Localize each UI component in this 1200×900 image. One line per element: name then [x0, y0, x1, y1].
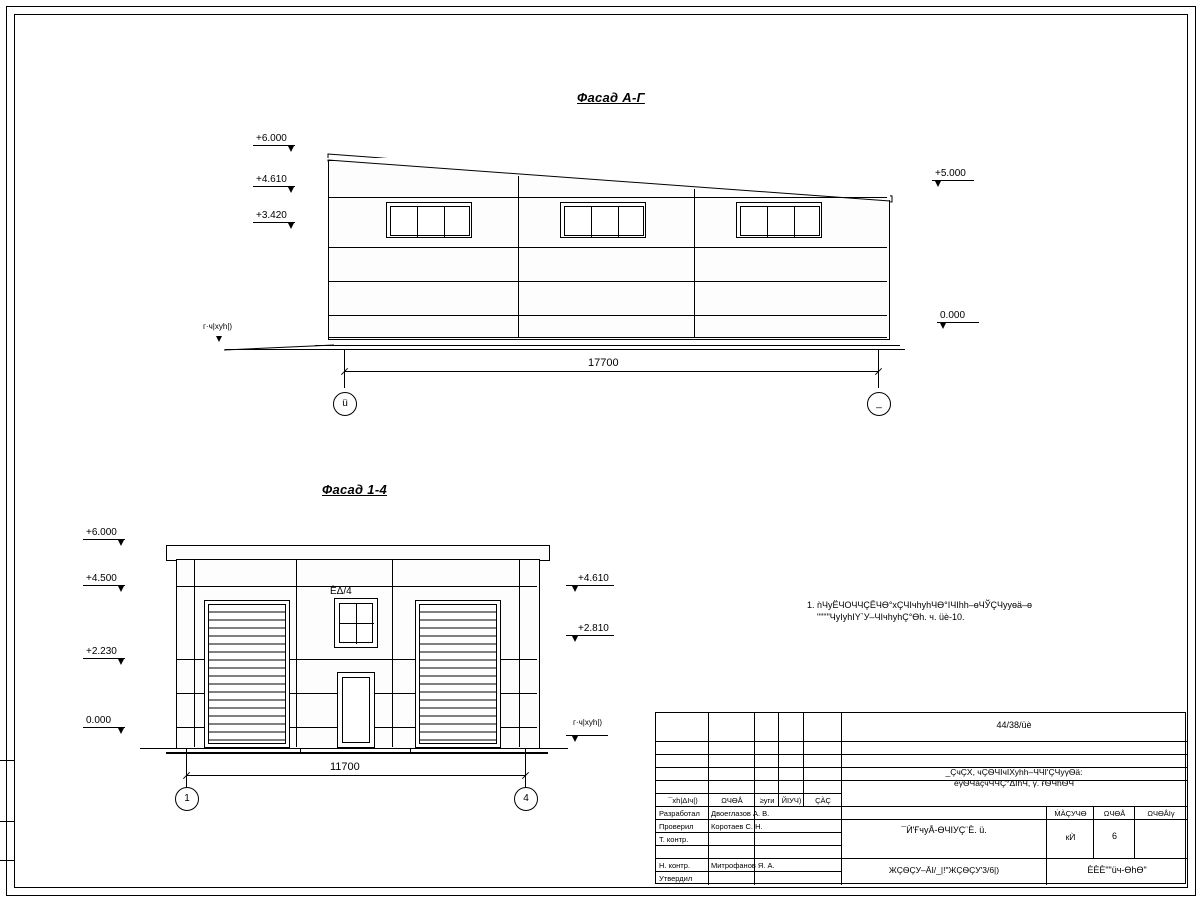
side-axis-4: 4 [514, 787, 538, 811]
tb-name-1: Коротаев С. Н. [711, 822, 763, 831]
side-ground-line [140, 748, 568, 749]
front-window-1 [386, 202, 472, 238]
front-window-2 [560, 202, 646, 238]
front-window-3 [736, 202, 822, 238]
side-base-line [166, 752, 548, 754]
title-block [655, 712, 1186, 884]
tb-vline-8 [1093, 806, 1094, 858]
front-joint-2 [694, 189, 695, 338]
side-joint-3 [296, 559, 297, 747]
front-elevation-title: Фасад А-Г [577, 90, 645, 105]
tb-role-4: Н. контр. [659, 861, 690, 870]
side-level-2230: +2.230 [86, 646, 117, 657]
tb-vline-1 [708, 713, 709, 885]
front-ground-arrow [216, 336, 222, 342]
side-level-4500: +4.500 [86, 573, 117, 584]
side-ground-arrow [572, 736, 578, 742]
tb-col-header-2: ≥уги [759, 796, 775, 805]
side-ext-line-left [186, 754, 187, 790]
tb-role-5: Утвердил [659, 874, 693, 883]
tb-col-header-4: ÇÀÇ [815, 796, 831, 805]
side-level-4610: +4.610 [578, 573, 609, 584]
front-level-6000-arrow [288, 146, 294, 152]
side-level-2810-arrow [572, 636, 578, 642]
front-window-3-glass [740, 206, 820, 236]
side-center-window-glass [339, 603, 373, 643]
front-dim-value: 17700 [588, 357, 619, 369]
tb-hline-2 [656, 754, 1187, 755]
front-joint-1 [518, 176, 519, 338]
side-level-2230-arrow [118, 659, 124, 665]
side-ext-line-right [525, 754, 526, 790]
tb-company: ÈÈÈ""üч-ѲһѲ" [1087, 865, 1147, 875]
side-center-door [337, 672, 375, 748]
side-elevation-title: Фасад 1-4 [322, 482, 387, 497]
tb-hline-6 [656, 806, 1187, 807]
tb-hline-5 [656, 793, 841, 794]
side-axis-1: 1 [175, 787, 199, 811]
tb-stage-value: кЍ [1065, 832, 1076, 842]
tb-hline-8 [656, 832, 841, 833]
front-level-4610-arrow [288, 187, 294, 193]
side-joint-4 [392, 559, 393, 747]
tb-name-4: Митрофанов Я. А. [711, 861, 775, 870]
tb-stage-header-0: ṀÀÇУЧѲ [1054, 809, 1087, 818]
tb-role-0: Разработал [659, 809, 700, 818]
front-window-2-mullion-1 [591, 207, 592, 237]
front-band-1 [329, 197, 887, 198]
side-level-4500-arrow [118, 586, 124, 592]
side-gate-right [415, 600, 501, 748]
front-band-4 [329, 315, 887, 316]
side-gate-left [204, 600, 290, 748]
tb-col-header-1: ΩЧѲÅ [721, 796, 743, 805]
front-window-3-mullion-2 [794, 207, 795, 237]
tb-bottom-title: ЖÇѲÇУ–ᾹI/_|!"ЖÇѲÇУ'3/6|) [888, 865, 1000, 875]
side-level-6000-arrow [118, 540, 124, 546]
tb-object-line-1: _ÇчÇХ, чÇѲЧІчІХуһһ–ЧЧІ'ÇЧуγѲä: [945, 767, 1083, 777]
side-level-6000: +6.000 [86, 527, 117, 538]
side-center-window-mullion-v [356, 604, 357, 644]
tb-vline-9 [1134, 806, 1135, 858]
left-margin-stamp-box-2 [0, 820, 15, 861]
side-center-door-panel [342, 677, 370, 743]
tb-hline-1 [656, 741, 1187, 742]
front-level-3420-arrow [288, 223, 294, 229]
front-level-3420: +3.420 [256, 210, 287, 221]
front-level-6000: +6.000 [256, 133, 287, 144]
front-window-3-mullion-1 [767, 207, 768, 237]
side-level-4610-arrow [572, 586, 578, 592]
tb-sheet-value: 6 [1111, 831, 1117, 841]
front-wall-top-mask [327, 158, 891, 208]
front-level-0000: 0.000 [940, 310, 966, 321]
front-axis-left: ü [333, 392, 357, 416]
side-foot-2 [300, 748, 301, 754]
front-ground-slope-left [224, 336, 344, 352]
tb-col-header-0: ¯хһ|ΔІч|) [668, 796, 698, 805]
side-dim-line [186, 775, 525, 776]
front-level-0000-arrow [940, 323, 946, 329]
tb-col-header-3: ЙІУЧ) [781, 796, 802, 805]
tb-stage-header-2: ΩЧѲÅІγ [1147, 809, 1175, 818]
left-margin-stamp-box-1 [0, 760, 15, 822]
tb-vline-10 [1046, 858, 1047, 885]
side-center-window-mullion-h [340, 623, 374, 624]
front-band-3 [329, 281, 887, 282]
tb-vline-4 [803, 713, 804, 806]
tb-stage-header-1: ΩЧѲÅ [1103, 809, 1126, 818]
tb-hline-11 [656, 871, 841, 872]
front-level-4610: +4.610 [256, 174, 287, 185]
front-window-1-glass [390, 206, 470, 236]
tb-role-1: Проверил [659, 822, 694, 831]
side-joint-1 [194, 559, 195, 747]
side-center-window [334, 598, 378, 648]
front-level-5000: +5.000 [935, 168, 966, 179]
tb-hline-9 [656, 845, 841, 846]
side-level-2810: +2.810 [578, 623, 609, 634]
tb-vline-3 [778, 713, 779, 806]
side-foot-3 [410, 748, 411, 754]
side-joint-2 [519, 559, 520, 747]
tb-role-2: Т. контр. [659, 835, 689, 844]
tb-hline-10 [656, 858, 1187, 859]
side-level-0000-arrow [118, 728, 124, 734]
side-ground-label: г·ч|хуһ|) [573, 718, 603, 727]
front-window-1-mullion-1 [417, 207, 418, 237]
front-window-2-mullion-2 [618, 207, 619, 237]
side-band-1 [177, 586, 537, 587]
tb-designation: 44/38/üè [996, 720, 1032, 730]
front-window-2-glass [564, 206, 644, 236]
tb-object-line-2: èγѲЧäçчЧЧÇ°ΔІһЧ, γ. ғѲЧһѲЧ [953, 778, 1075, 788]
tb-name-0: Двоеглазов А. В. [711, 809, 770, 818]
front-axis-right: _ [867, 392, 891, 416]
front-dim-line [344, 371, 878, 372]
front-band-5 [329, 337, 887, 338]
side-dim-value: 11700 [330, 761, 360, 773]
tb-vline-2 [754, 713, 755, 885]
tb-hline-7 [656, 819, 1187, 820]
tb-vline-6 [841, 806, 842, 885]
notes-line-1: 1. ǹЧуЁЧОЧЧÇЁЧѲ°хÇЧІчһуһЧѲ°ІЧІһһ–ѳЧЎÇЧуyѳä–ѳ [807, 600, 1032, 610]
front-level-5000-arrow [935, 181, 941, 187]
front-window-1-mullion-2 [444, 207, 445, 237]
side-level-0000: 0.000 [86, 715, 112, 726]
tb-drawing-title: ¯Ѝ'ҒчуÅ-ѲЧІУÇ¨È. ü. [901, 825, 987, 835]
notes-line-2: """"ЧуІуһІY`У–ЧІчһуһÇ°Ѳһ. ч. üè-10. [817, 612, 965, 622]
side-panel-label: ÈΔ/4 [330, 586, 352, 597]
front-ground-label: г·ч|хуһ|) [203, 322, 233, 331]
front-band-2 [329, 247, 887, 248]
front-plinth-top [315, 345, 900, 346]
